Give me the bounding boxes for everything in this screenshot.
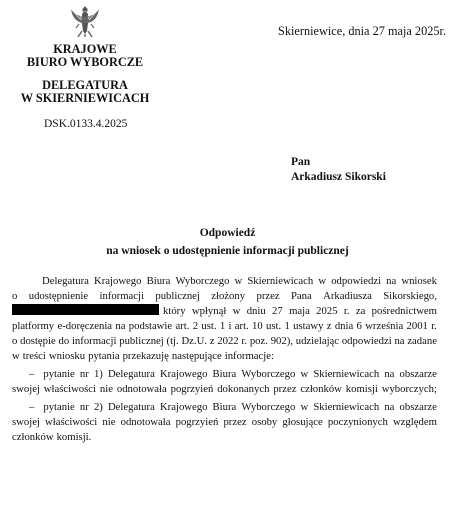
- body-line: Delegatura Krajowego Biura Wyborczego w Skierniewicach w odpowiedzi na wniosek: [42, 275, 437, 287]
- body-line: platformy e-doręczenia na podstawie art. 2 ust. 1 i art. 10 ust. 1 ustawy z dnia 6 września 2001 r.: [12, 320, 437, 332]
- body-line: o udostępnienie informacji publicznej złożony przez Pana Arkadiusza Sikorskiego,: [12, 290, 437, 302]
- list-item-line: [12, 400, 437, 415]
- document-title: Odpowiedź: [199, 227, 256, 239]
- body-line: [12, 304, 437, 319]
- delegation-name-line-1: DELEGATURA: [42, 78, 128, 92]
- delegation-name-line-2: W SKIERNIEWICACH: [20, 91, 150, 105]
- list-dash: –: [29, 368, 35, 380]
- reference-number: DSK.0133.4.2025: [44, 118, 128, 130]
- body-line: w treści wniosku pytania przekazuję następujące informacje:: [12, 350, 274, 362]
- list-dash: –: [29, 401, 35, 413]
- institution-block: [0, 43, 170, 105]
- list-item-line: swojej właściwości nie odnotowała pogrzyień dokonanych przez członków komisji wyborczych;: [12, 383, 437, 395]
- addressee-salutation: Pan: [291, 156, 311, 168]
- document-subtitle: na wniosek o udostępnienie informacji publicznej: [106, 245, 349, 257]
- eagle-emblem-icon: [70, 4, 100, 38]
- place-and-date: Skierniewice, dnia 27 maja 2025r.: [278, 24, 447, 38]
- list-item-line: członków komisji.: [12, 431, 92, 443]
- body-line: o dostępie do informacji publicznej (tj. Dz.U. z 2022 r. poz. 902), udzielając odpowiedzi na zadane: [12, 335, 437, 347]
- institution-name-line-1: KRAJOWE: [53, 42, 117, 56]
- list-item-text: pytanie nr 1) Delegatura Krajowego Biura Wyborczego w Skierniewicach na obszarze: [43, 368, 437, 380]
- body-line-continued: który wpłynął w dniu 27 maja 2025 r. za pośrednictwem: [163, 305, 437, 317]
- addressee-name: Arkadiusz Sikorski: [291, 171, 386, 183]
- list-item-text: pytanie nr 2) Delegatura Krajowego Biura Wyborczego w Skierniewicach na obszarze: [43, 401, 437, 413]
- list-item-line: swojej właściwości nie odnotowała pogrzyień przez osoby głosujące poczynionych względem: [12, 416, 437, 428]
- redacted-block: [12, 304, 159, 315]
- addressee-block: [291, 155, 386, 185]
- list-item-line: [12, 367, 437, 382]
- institution-name-line-2: BIURO WYBORCZE: [26, 55, 144, 69]
- letter-body: [12, 274, 437, 445]
